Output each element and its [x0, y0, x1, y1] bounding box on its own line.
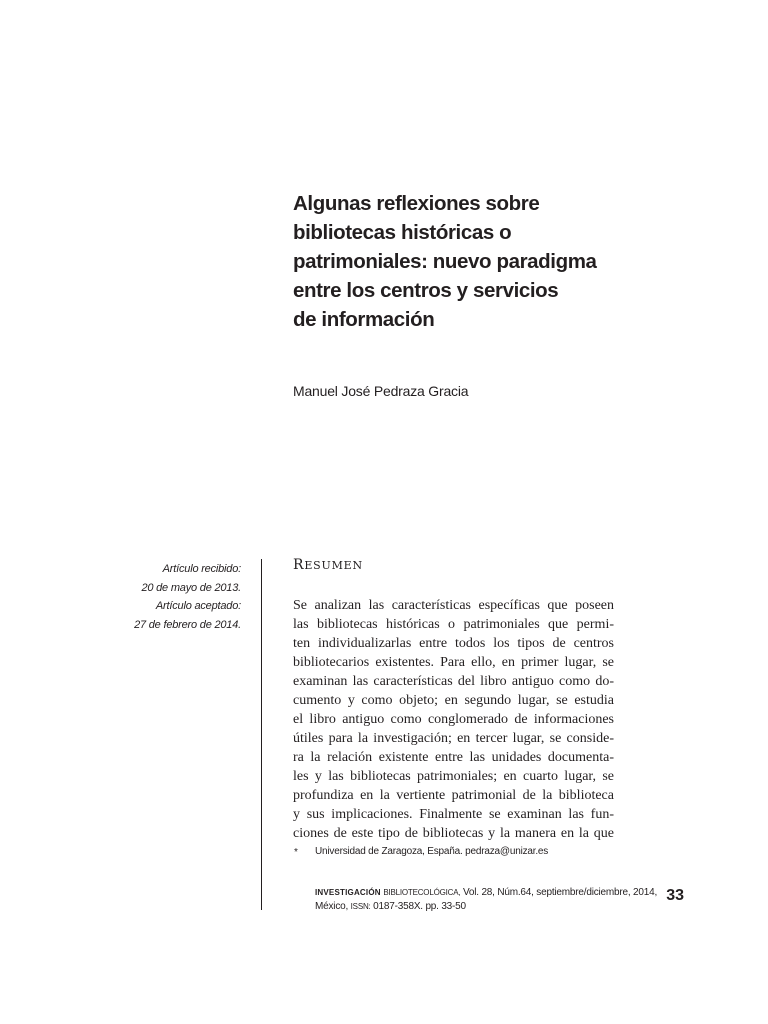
issn-label: ISSN: [350, 901, 371, 911]
footnote-mark: * [294, 847, 298, 858]
abstract-line: ten individualizarlas entre todos los tipos de centros [293, 636, 614, 651]
abstract-line: y sus implicaciones. Finalmente se examinan las fun- [293, 807, 614, 822]
journal-location: México, [315, 900, 349, 912]
journal-citation-line-2 [315, 900, 657, 914]
journal-name-part1: INVESTIGACIÓN [315, 888, 381, 897]
accepted-label: Artículo aceptado: [155, 600, 241, 612]
abstract-heading-rest: ESUMEN [304, 559, 363, 572]
abstract-line: cumento y como objeto; en segundo lugar, se estudia [293, 693, 614, 708]
article-title-line-2: bibliotecas históricas o [293, 221, 512, 244]
abstract-line: ciones de este tipo de bibliotecas y la manera en la que [293, 826, 614, 841]
journal-issn-pages: 0187-358X. pp. 33-50 [373, 900, 466, 912]
abstract-line: Se analizan las características específicas que poseen [293, 598, 614, 613]
journal-name-part2: BIBLIOTECOLÓGICA, [383, 888, 461, 897]
abstract-line: útiles para la investigación; en tercer lugar, se conside- [293, 731, 614, 746]
article-title-line-5: de información [293, 308, 435, 331]
abstract-line: el libro antiguo como conglomerado de informaciones [293, 712, 614, 727]
received-label: Artículo recibido: [162, 563, 241, 575]
abstract-line: bibliotecarios existentes. Para ello, en primer lugar, se [293, 655, 614, 670]
page-number: 33 [666, 887, 684, 904]
abstract-line: examinan las características del libro antiguo como do- [293, 674, 614, 689]
abstract-line: profundiza en la vertiente patrimonial de la biblioteca [293, 788, 614, 803]
article-title-line-1: Algunas reflexiones sobre [293, 192, 540, 215]
abstract-line: les y las bibliotecas patrimoniales; en cuarto lugar, se [293, 769, 614, 784]
vertical-divider [261, 559, 262, 910]
abstract-heading [293, 557, 363, 573]
footnote-text: Universidad de Zaragoza, España. pedraza@unizar.es [315, 846, 549, 857]
accepted-date: 27 de febrero de 2014. [134, 618, 241, 631]
abstract-heading-initial: R [293, 557, 305, 573]
article-title-line-3: patrimoniales: nuevo paradigma [293, 250, 597, 273]
journal-volume: Vol. 28, Núm.64, septiembre/diciembre, 2014, [462, 887, 658, 898]
author-name: Manuel José Pedraza Gracia [293, 383, 469, 399]
abstract-line: las bibliotecas históricas o patrimoniales que permi- [293, 617, 614, 632]
journal-citation-line-1 [315, 886, 657, 900]
received-date: 20 de mayo de 2013. [141, 581, 241, 594]
article-dates [134, 560, 241, 634]
abstract-line: ra la relación existente entre las unidades documenta- [293, 750, 614, 765]
article-title-line-4: entre los centros y servicios [293, 279, 559, 302]
journal-citation [315, 886, 657, 913]
